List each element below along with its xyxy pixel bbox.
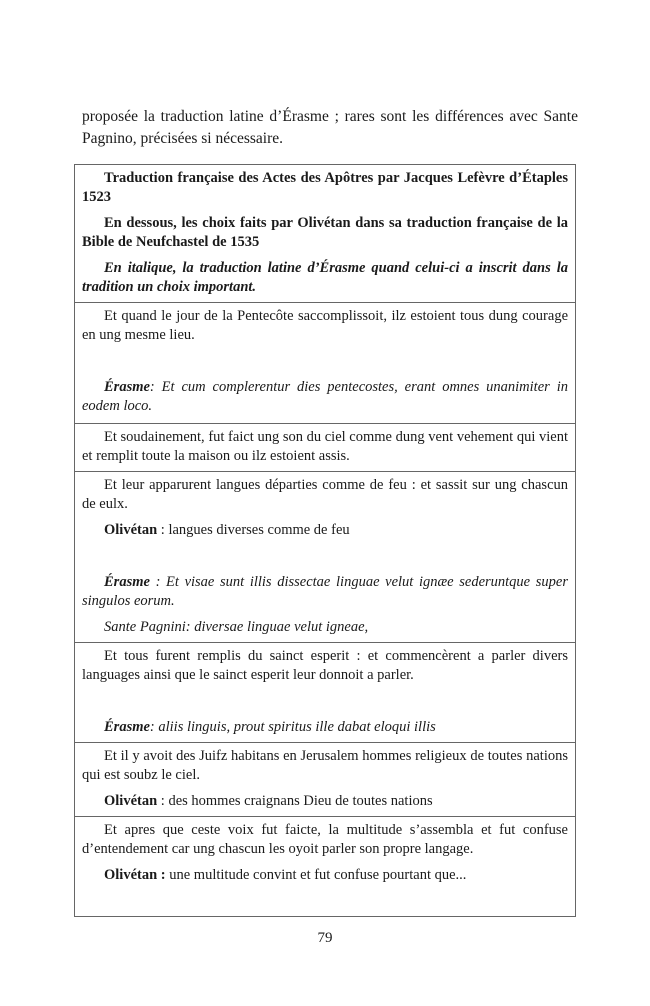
table-header-row — [75, 165, 576, 303]
olivetan-note — [82, 521, 568, 540]
page-number: 79 — [317, 930, 333, 946]
table-row — [75, 424, 576, 472]
table-cell — [75, 817, 576, 917]
table-cell — [75, 472, 576, 643]
lefevre-text: Et soudainement, fut faict ung son du ciel comme dung vent vehement qui vient et remplit toute la maison ou ilz estoient assis. — [82, 429, 568, 464]
translation-table — [74, 164, 576, 917]
erasme-text: : Et visae sunt illis dissectae linguae velut ignæe sederuntque super singulos eorum. — [82, 574, 568, 609]
table-cell — [75, 424, 576, 472]
lefevre-text: Et tous furent remplis du sainct esperit : et commencèrent a parler divers languages ainsi que le sainct esperit leur donnoit a parler. — [82, 648, 568, 683]
erasme-note — [82, 718, 568, 737]
table-cell — [75, 303, 576, 424]
table-row — [75, 743, 576, 817]
lefevre-text: Et quand le jour de la Pentecôte saccomplissoit, ilz estoient tous dung courage en ung mesme lieu. — [82, 308, 568, 343]
olivetan-text: : langues diverses comme de feu — [157, 522, 350, 538]
erasme-label: Érasme — [104, 379, 150, 395]
erasme-text: : Et cum complerentur dies pentecostes, erant omnes unanimiter in eodem loco. — [82, 379, 568, 414]
table-cell — [75, 743, 576, 817]
erasme-label: Érasme — [104, 719, 150, 735]
olivetan-label: Olivétan — [104, 793, 158, 809]
olivetan-label: Olivétan — [104, 522, 158, 538]
olivetan-note — [82, 792, 568, 811]
erasme-note — [82, 573, 568, 611]
table-row — [75, 472, 576, 643]
intro-paragraph: proposée la traduction latine d’Érasme ; rares sont les différences avec Sante Pagnino, précisées si nécessaire. — [82, 107, 578, 147]
olivetan-text: : des hommes craignans Dieu de toutes nations — [157, 793, 433, 809]
lefevre-text: Et leur apparurent langues départies comme de feu : et sassit sur ung chascun de eulx. — [82, 477, 568, 512]
lefevre-text: Et il y avoit des Juifz habitans en Jerusalem hommes religieux de toutes nations qui est soubz le ciel. — [82, 748, 568, 783]
header-line-3: En italique, la traduction latine d’Érasme quand celui-ci a inscrit dans la tradition un choix important. — [82, 260, 568, 295]
olivetan-text: une multitude convint et fut confuse pourtant que... — [165, 867, 467, 883]
lefevre-text: Et apres que ceste voix fut faicte, la multitude s’assembla et fut confuse d’entendement car ung chascun les oyoit parler son propre langage. — [82, 822, 568, 857]
table-header-cell — [75, 165, 576, 303]
erasme-note — [82, 378, 568, 418]
header-line-1: Traduction française des Actes des Apôtres par Jacques Lefèvre d’Étaples 1523 — [82, 170, 568, 205]
table-cell — [75, 643, 576, 743]
header-line-2: En dessous, les choix faits par Olivétan dans sa traduction française de la Bible de Neufchastel de 1535 — [82, 215, 568, 250]
olivetan-label: Olivétan : — [104, 867, 166, 883]
table-row — [75, 817, 576, 917]
erasme-text: : aliis linguis, prout spiritus ille dabat eloqui illis — [149, 719, 436, 735]
pagnini-note: Sante Pagnini: diversae linguae velut igneae, — [104, 619, 369, 635]
erasme-label: Érasme — [104, 574, 150, 590]
table-row — [75, 303, 576, 424]
table-row — [75, 643, 576, 743]
olivetan-note — [82, 866, 568, 885]
